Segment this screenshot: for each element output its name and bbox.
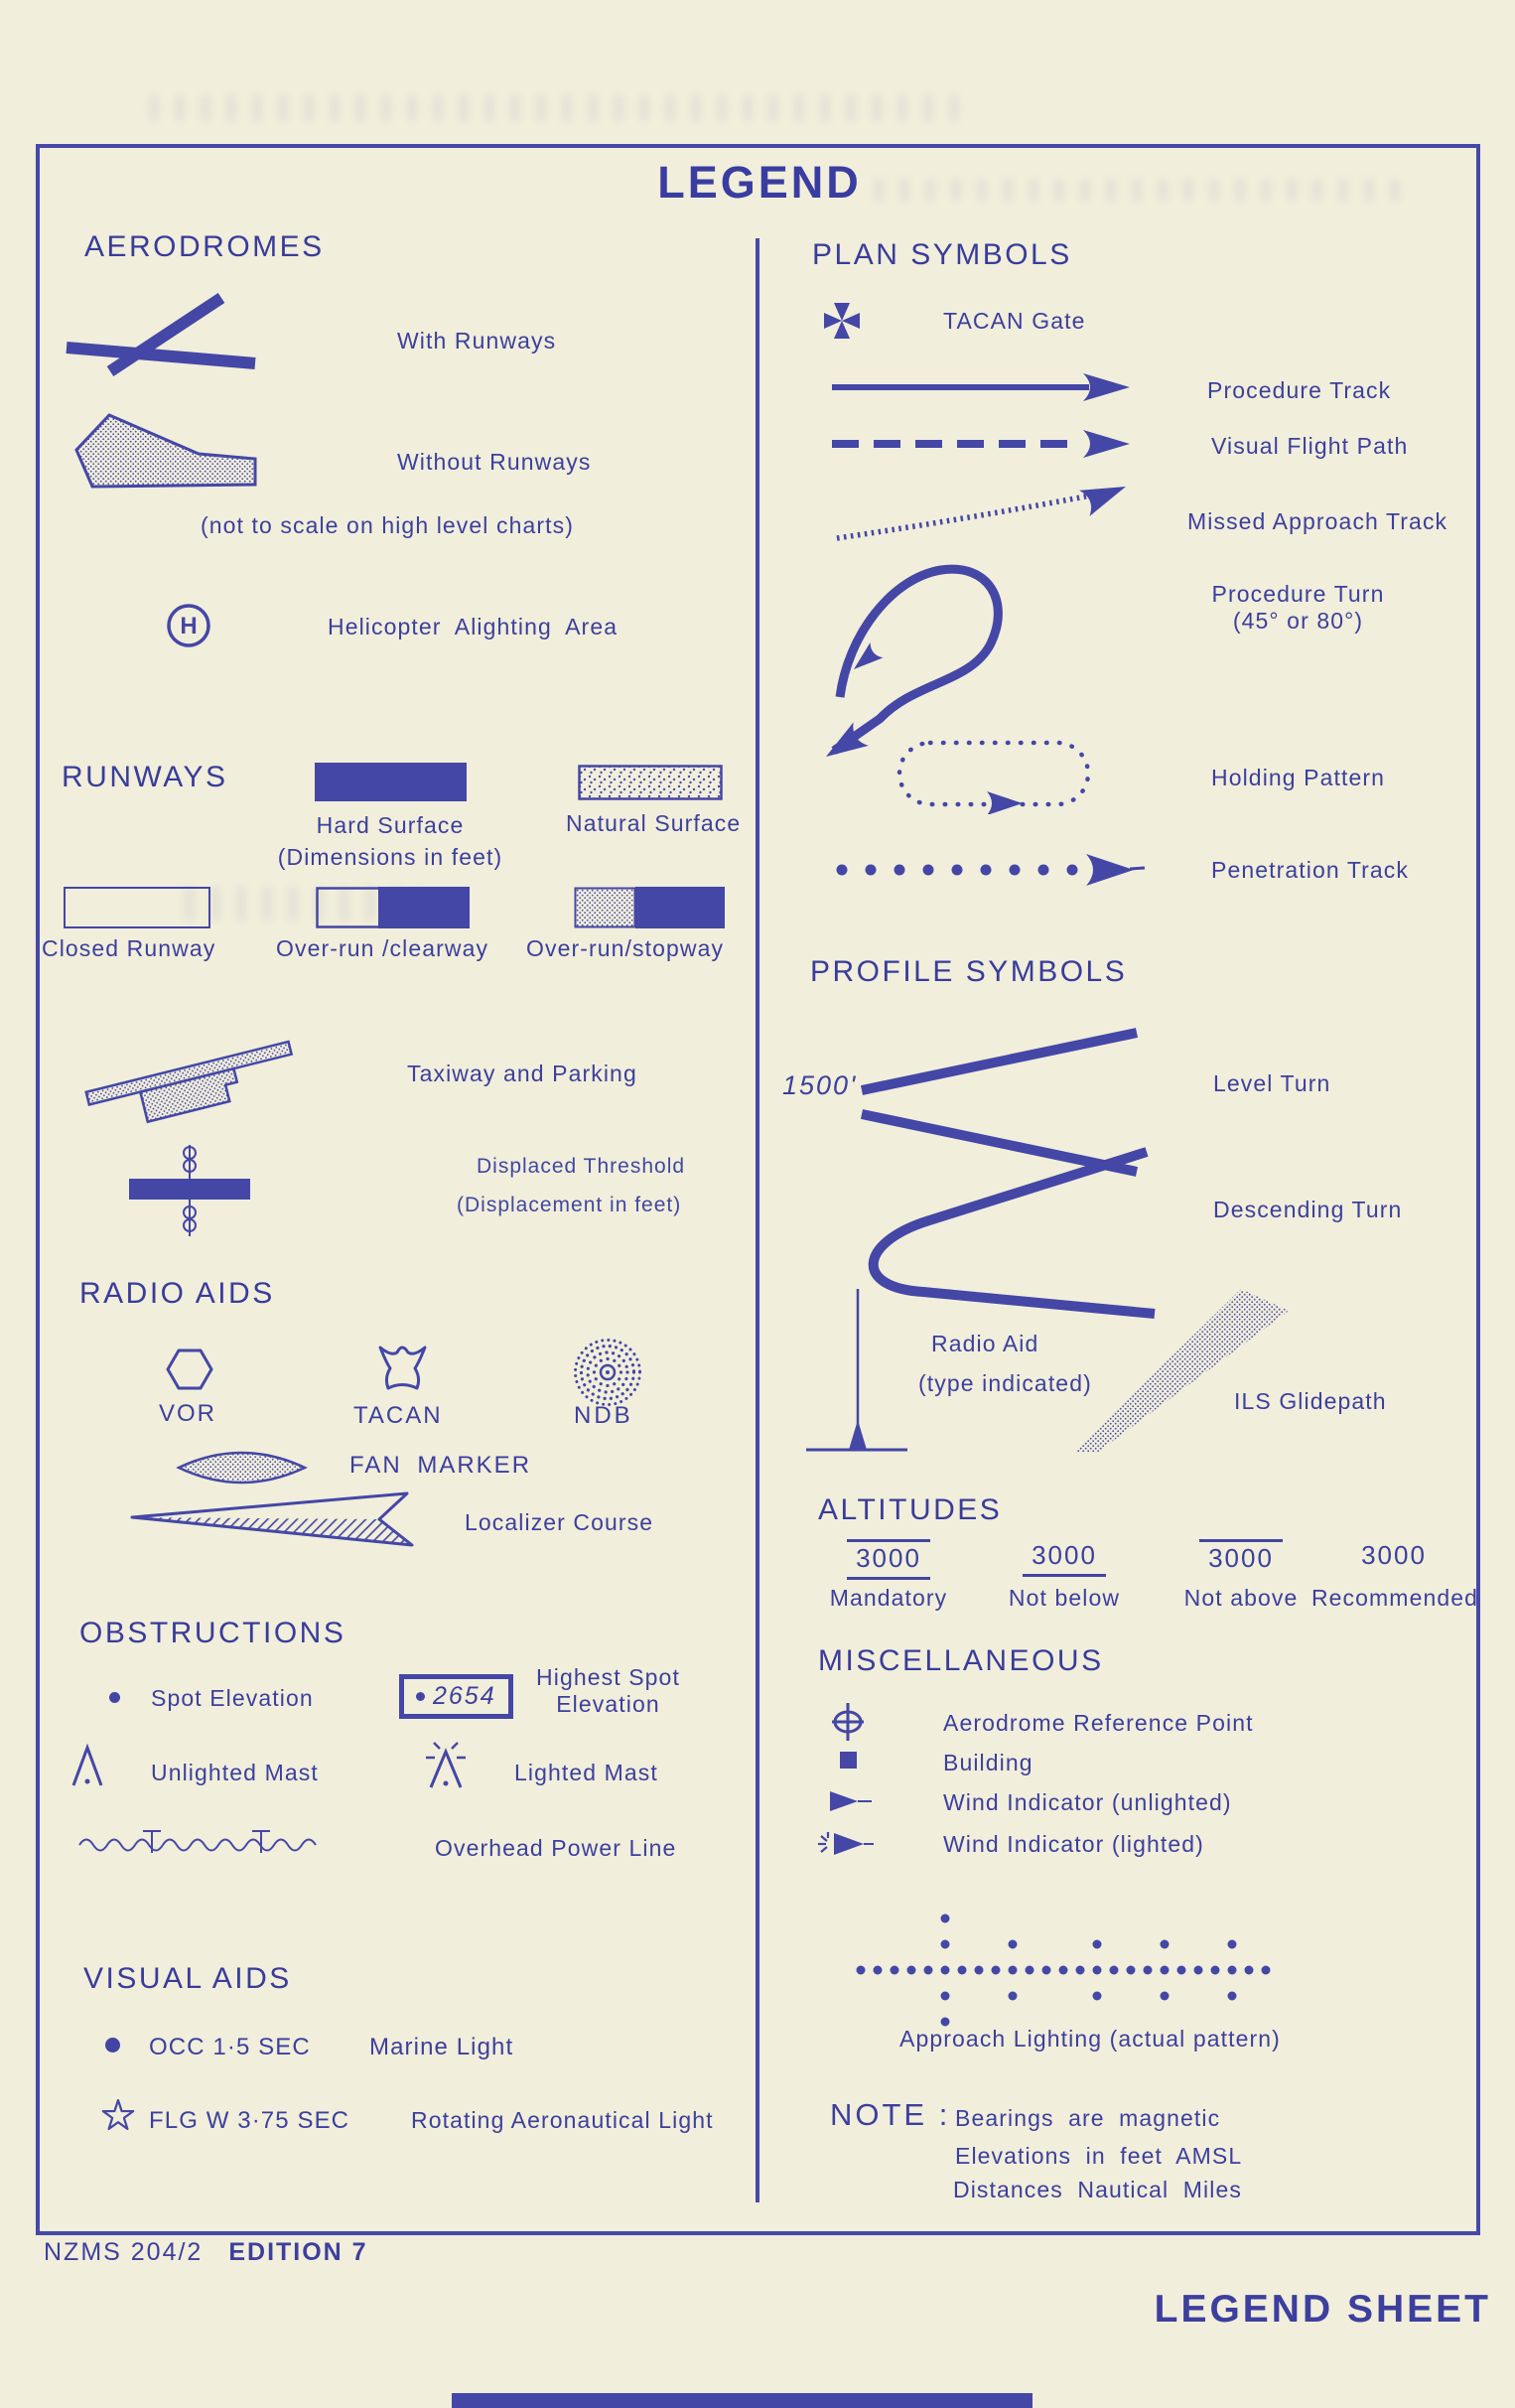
section-heading-aerodromes: AERODROMES <box>84 230 325 263</box>
altitude-value: 3000 <box>1023 1539 1106 1577</box>
vor-icon <box>165 1344 214 1395</box>
ndb-icon <box>572 1337 643 1408</box>
displacement-feet-label: (Displacement in feet) <box>457 1194 682 1216</box>
procedure-turn-label-line2: (45° or 80°) <box>1232 608 1364 634</box>
helicopter-alighting-icon <box>165 602 212 649</box>
unlighted-mast-icon <box>69 1744 105 1789</box>
column-divider <box>756 238 759 2202</box>
level-turn-label: Level Turn <box>1213 1070 1331 1096</box>
spot-dot-icon <box>416 1692 425 1701</box>
closed-runway-label: Closed Runway <box>42 935 216 961</box>
highest-spot-label-line2: Elevation <box>556 1691 660 1717</box>
penetration-track-label: Penetration Track <box>1211 857 1409 883</box>
footer-edition: EDITION 7 <box>228 2238 368 2266</box>
overhead-power-line-icon <box>77 1823 334 1857</box>
unlighted-mast-label: Unlighted Mast <box>151 1760 319 1785</box>
aerodrome-with-runways-icon <box>45 286 268 390</box>
altitude-not-below-label: Not below <box>1008 1585 1121 1611</box>
tacan-gate-icon <box>822 301 862 341</box>
descending-turn-label: Descending Turn <box>1213 1197 1403 1222</box>
altitude-not-above-value <box>1186 1539 1296 1577</box>
ghost-print-artifact <box>149 95 963 121</box>
marine-light-code: OCC 1·5 SEC <box>149 2034 311 2060</box>
natural-surface-runway-icon <box>578 765 723 800</box>
building-label: Building <box>943 1750 1033 1775</box>
altitude-value: 3000 <box>847 1539 930 1580</box>
rotating-light-star-icon <box>101 2099 135 2133</box>
altitude-value: 3000 <box>1361 1540 1427 1570</box>
altitude-not-above-label: Not above <box>1183 1585 1299 1611</box>
without-runways-label: Without Runways <box>397 449 592 475</box>
wind-indicator-lighted-icon <box>818 1829 876 1859</box>
scale-note-label: (not to scale on high level charts) <box>200 512 574 538</box>
visual-flight-path-label: Visual Flight Path <box>1211 433 1409 459</box>
displaced-threshold-icon <box>127 1137 261 1246</box>
footer-sheet-number <box>44 2238 368 2267</box>
footer-series-code: NZMS 204/2 <box>44 2238 204 2266</box>
natural-surface-label: Natural Surface <box>566 810 742 836</box>
marine-light-icon <box>105 2038 120 2053</box>
ils-glidepath-label: ILS Glidepath <box>1234 1388 1387 1414</box>
hard-surface-sub-label: (Dimensions in feet) <box>277 844 503 870</box>
section-heading-radio-aids: RADIO AIDS <box>79 1277 275 1310</box>
rotating-light-code: FLG W 3·75 SEC <box>149 2107 350 2134</box>
note-label: NOTE : <box>830 2097 951 2132</box>
building-icon <box>840 1752 857 1769</box>
approach-lighting-label: Approach Lighting (actual pattern) <box>899 2026 1281 2052</box>
highest-spot-label-line1: Highest Spot <box>536 1664 680 1690</box>
altitude-mandatory-label: Mandatory <box>829 1585 948 1611</box>
arp-label: Aerodrome Reference Point <box>943 1710 1254 1736</box>
helicopter-label: Helicopter Alighting Area <box>328 614 619 639</box>
overrun-stopway-label: Over-run/stopway <box>526 935 725 961</box>
localizer-label: Localizer Course <box>465 1509 654 1535</box>
aerodrome-without-runways-icon <box>68 403 266 497</box>
highest-spot-label <box>516 1664 700 1718</box>
altitude-recommended-label: Recommended <box>1310 1585 1479 1611</box>
vor-label: VOR <box>159 1400 217 1427</box>
section-heading-altitudes: ALTITUDES <box>818 1493 1003 1526</box>
section-heading-profile-symbols: PROFILE SYMBOLS <box>810 955 1128 988</box>
ils-glidepath-icon <box>1057 1281 1301 1460</box>
overrun-stopway-icon <box>574 887 725 928</box>
approach-lighting-icon <box>849 1903 1296 2037</box>
footer-legend-sheet: LEGEND SHEET <box>1154 2288 1491 2331</box>
aerodrome-reference-point-ic on <box>826 1700 870 1744</box>
power-line-label: Overhead Power Line <box>435 1835 677 1861</box>
localizer-course-icon <box>129 1489 432 1549</box>
procedure-turn-label <box>1181 581 1415 635</box>
fan-marker-label: FAN MARKER <box>349 1452 532 1479</box>
altitude-value: 3000 <box>1199 1539 1283 1577</box>
visual-flight-path-icon <box>829 428 1132 460</box>
fan-marker-icon <box>175 1446 309 1489</box>
highest-spot-value: 2654 <box>433 1682 496 1710</box>
bottom-registration-bar <box>452 2393 1033 2408</box>
holding-pattern-label: Holding Pattern <box>1211 765 1386 790</box>
marine-light-label: Marine Light <box>369 2034 514 2060</box>
hard-surface-runway-icon <box>315 763 467 801</box>
altitude-not-below-value <box>1010 1539 1119 1577</box>
tacan-label: TACAN <box>353 1402 443 1429</box>
section-heading-runways: RUNWAYS <box>62 761 228 793</box>
penetration-track-icon <box>834 852 1147 888</box>
lighted-mast-icon <box>423 1736 469 1791</box>
spot-elevation-label: Spot Elevation <box>151 1685 314 1711</box>
closed-runway-icon <box>64 887 210 928</box>
helicopter-h-glyph: H <box>180 613 198 639</box>
note-line-1: Bearings are magnetic <box>955 2105 1221 2131</box>
tacan-icon <box>375 1341 430 1396</box>
note-line-2: Elevations in feet AMSL <box>955 2143 1243 2169</box>
wind-indicator-lighted-label: Wind Indicator (lighted) <box>943 1831 1204 1857</box>
holding-pattern-icon <box>894 737 1097 814</box>
tacan-gate-label: TACAN Gate <box>943 308 1086 334</box>
radio-aid-label-line2: (type indicated) <box>918 1370 1092 1396</box>
with-runways-label: With Runways <box>397 328 557 354</box>
wind-indicator-unlighted-label: Wind Indicator (unlighted) <box>943 1789 1232 1815</box>
wind-indicator-unlighted-icon <box>828 1789 874 1813</box>
rotating-light-label: Rotating Aeronautical Light <box>411 2107 714 2133</box>
altitude-recommended-value <box>1339 1539 1448 1574</box>
radio-aid-label-line1: Radio Aid <box>931 1331 1039 1356</box>
overrun-clearway-label: Over-run /clearway <box>276 935 489 961</box>
taxiway-label: Taxiway and Parking <box>407 1061 637 1086</box>
note-line-3: Distances Nautical Miles <box>953 2177 1242 2202</box>
displaced-threshold-label: Displaced Threshold <box>477 1155 686 1178</box>
highest-spot-elevation-icon <box>399 1674 513 1719</box>
taxiway-parking-icon <box>84 1021 298 1130</box>
procedure-turn-icon <box>782 548 1026 767</box>
procedure-track-icon <box>829 371 1132 403</box>
section-heading-visual-aids: VISUAL AIDS <box>83 1962 292 1995</box>
section-heading-plan-symbols: PLAN SYMBOLS <box>812 238 1072 271</box>
procedure-turn-label-line1: Procedure Turn <box>1211 581 1385 607</box>
radio-aid-mast-icon <box>794 1283 913 1462</box>
procedure-track-label: Procedure Track <box>1207 377 1392 403</box>
altitude-mandatory-value <box>834 1539 943 1580</box>
missed-approach-label: Missed Approach Track <box>1187 508 1448 534</box>
lighted-mast-label: Lighted Mast <box>514 1760 658 1785</box>
missed-approach-track-icon <box>832 475 1135 549</box>
hard-surface-label: Hard Surface <box>316 812 465 838</box>
level-turn-altitude: 1500' <box>782 1070 858 1100</box>
section-heading-obstructions: OBSTRUCTIONS <box>79 1617 346 1649</box>
spot-elevation-icon <box>109 1692 120 1703</box>
ndb-label: NDB <box>574 1402 633 1429</box>
section-heading-miscellaneous: MISCELLANEOUS <box>818 1644 1104 1677</box>
page-title: LEGEND <box>657 157 862 208</box>
overrun-clearway-icon <box>316 887 470 928</box>
